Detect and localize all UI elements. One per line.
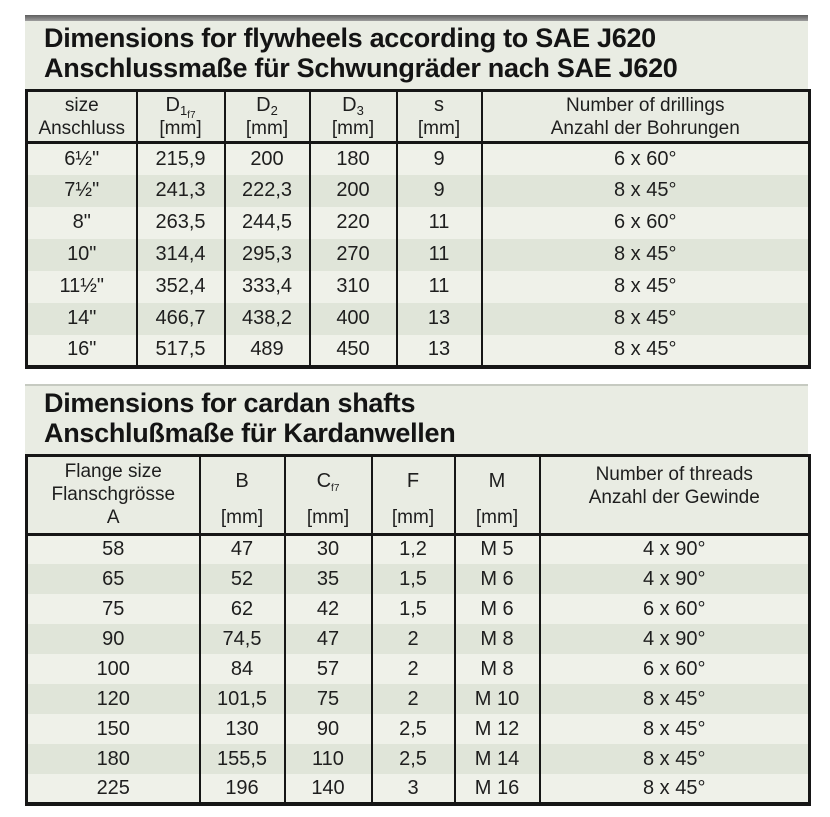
table-cell: 244,5 (225, 207, 310, 239)
table-cell: 11½" (59, 275, 105, 297)
table-cell: 155,5 (200, 744, 285, 774)
table-cell: 2,5 (372, 744, 455, 774)
table-cell: 180 (310, 143, 397, 175)
flywheel-table (25, 89, 811, 369)
table-cell: M 12 (455, 714, 540, 744)
table-cell: 65 (102, 567, 125, 590)
table-cell: M 8 (455, 654, 540, 684)
col-header-d1f7: $D_{1f7}$ [mm] (137, 91, 225, 143)
table-row (27, 239, 810, 271)
table-cell: 9 (397, 175, 482, 207)
table-cell: 90 (285, 714, 372, 744)
table-cell: 100 (96, 657, 130, 680)
col-header-d2: $D_2$ [mm] (225, 91, 310, 143)
table-cell: 101,5 (200, 684, 285, 714)
table-cell: 6 x 60° (482, 143, 810, 175)
table-cell: M 6 (455, 564, 540, 594)
table-row (27, 271, 810, 303)
col-header-d3: $D_3$ [mm] (310, 91, 397, 143)
cardan-section (25, 384, 808, 807)
table-row (27, 207, 810, 239)
table-cell: 1,5 (372, 594, 455, 624)
table-row (27, 654, 810, 684)
cardan-title-en: Dimensions for cardan shafts (44, 387, 416, 418)
col-header-m: M [mm] (455, 455, 540, 534)
table-cell: 466,7 (137, 303, 225, 335)
table-cell: 90 (102, 627, 125, 650)
col-header-cf7: C f7 [mm] (285, 455, 372, 534)
table-cell: 1,2 (372, 534, 455, 564)
table-cell: 2,5 (372, 714, 455, 744)
table-cell: 13 (397, 335, 482, 367)
table-cell: 11 (397, 239, 482, 271)
table-cell: 42 (285, 594, 372, 624)
flywheel-title-bar (25, 15, 808, 89)
table-cell: 52 (200, 564, 285, 594)
table-row (27, 143, 810, 175)
table-cell: 120 (96, 687, 130, 710)
cardan-title-de: Anschlußmaße für Kardanwellen (44, 417, 456, 448)
table-cell: 6 x 60° (540, 654, 810, 684)
table-row (27, 744, 810, 774)
table-cell: 2 (372, 654, 455, 684)
table-cell: 16" (67, 338, 97, 360)
table-cell: 489 (225, 335, 310, 367)
table-row (27, 714, 810, 744)
flywheel-title-en: Dimensions for flywheels according to SAE J620 (44, 23, 656, 53)
table-cell: 8 x 45° (540, 714, 810, 744)
table-cell: 314,4 (137, 239, 225, 271)
table-row (27, 594, 810, 624)
table-cell: 517,5 (137, 335, 225, 367)
table-cell: 2 (372, 684, 455, 714)
table-cell: 75 (102, 597, 125, 620)
flywheel-header-row (27, 91, 810, 143)
table-cell: 35 (285, 564, 372, 594)
table-cell: 8 x 45° (540, 684, 810, 714)
table-cell: 8" (72, 211, 91, 233)
table-cell: 333,4 (225, 271, 310, 303)
table-cell: 215,9 (137, 143, 225, 175)
table-row (27, 303, 810, 335)
table-cell: M 16 (455, 774, 540, 804)
col-header-size: size Anschluss (27, 91, 137, 143)
table-cell: 130 (200, 714, 285, 744)
table-cell: 74,5 (200, 624, 285, 654)
table-cell: 11 (397, 271, 482, 303)
table-cell: 196 (200, 774, 285, 804)
table-cell: M 6 (455, 594, 540, 624)
table-cell: 352,4 (137, 271, 225, 303)
content (25, 15, 808, 806)
table-cell: 6 x 60° (540, 594, 810, 624)
table-row (27, 624, 810, 654)
table-cell: 110 (285, 744, 372, 774)
table-cell: 295,3 (225, 239, 310, 271)
table-cell: 150 (96, 717, 130, 740)
table-cell: 6 x 60° (482, 207, 810, 239)
table-cell: 62 (200, 594, 285, 624)
table-cell: M 8 (455, 624, 540, 654)
table-cell: 8 x 45° (482, 271, 810, 303)
table-row (27, 534, 810, 564)
flywheel-title-de: Anschlussmaße für Schwungräder nach SAE J620 (44, 53, 678, 83)
table-cell: 75 (285, 684, 372, 714)
table-cell: 8 x 45° (482, 239, 810, 271)
table-cell: 400 (310, 303, 397, 335)
table-cell: 47 (285, 624, 372, 654)
col-header-s: s [mm] (397, 91, 482, 143)
table-cell: 3 (372, 774, 455, 804)
col-header-b: B [mm] (200, 455, 285, 534)
cardan-table (25, 454, 811, 807)
table-cell: 270 (310, 239, 397, 271)
table-cell: 8 x 45° (540, 744, 810, 774)
col-header-f: F [mm] (372, 455, 455, 534)
section-divider (25, 369, 808, 384)
table-cell: 9 (397, 143, 482, 175)
table-cell: 263,5 (137, 207, 225, 239)
table-cell: 58 (102, 538, 125, 561)
table-row (27, 175, 810, 207)
table-cell: 140 (285, 774, 372, 804)
table-cell: 241,3 (137, 175, 225, 207)
table-cell: 8 x 45° (540, 774, 810, 804)
table-cell: 11 (397, 207, 482, 239)
table-cell: 7½" (64, 179, 100, 201)
table-cell: 14" (67, 307, 97, 329)
table-cell: 2 (372, 624, 455, 654)
table-cell: M 5 (455, 534, 540, 564)
table-cell: 225 (96, 776, 130, 799)
table-cell: 310 (310, 271, 397, 303)
table-cell: 30 (285, 534, 372, 564)
table-cell: M 14 (455, 744, 540, 774)
table-cell: 84 (200, 654, 285, 684)
table-cell: 1,5 (372, 564, 455, 594)
table-cell: 222,3 (225, 175, 310, 207)
table-cell: M 10 (455, 684, 540, 714)
table-cell: 200 (225, 143, 310, 175)
table-row (27, 564, 810, 594)
table-cell: 57 (285, 654, 372, 684)
table-cell: 6½" (64, 147, 100, 170)
table-cell: 220 (310, 207, 397, 239)
table-cell: 438,2 (225, 303, 310, 335)
table-cell: 8 x 45° (482, 335, 810, 367)
table-cell: 47 (200, 534, 285, 564)
col-header-flange: Flange size Flanschgrösse A (27, 455, 200, 534)
col-header-threads: Number of threads Anzahl der Gewinde (540, 455, 810, 534)
table-cell: 4 x 90° (540, 624, 810, 654)
table-cell: 8 x 45° (482, 175, 810, 207)
table-row (27, 684, 810, 714)
table-cell: 8 x 45° (482, 303, 810, 335)
cardan-title-bar (25, 384, 808, 454)
table-row (27, 774, 810, 804)
table-cell: 4 x 90° (540, 534, 810, 564)
table-cell: 10" (67, 243, 97, 265)
table-cell: 4 x 90° (540, 564, 810, 594)
flywheel-section (25, 15, 808, 369)
table-cell: 200 (310, 175, 397, 207)
cardan-header-row (27, 455, 810, 534)
col-header-drillings: Number of drillings Anzahl der Bohrungen (482, 91, 810, 143)
table-cell: 13 (397, 303, 482, 335)
table-cell: 450 (310, 335, 397, 367)
table-row (27, 335, 810, 367)
table-cell: 180 (96, 747, 130, 770)
